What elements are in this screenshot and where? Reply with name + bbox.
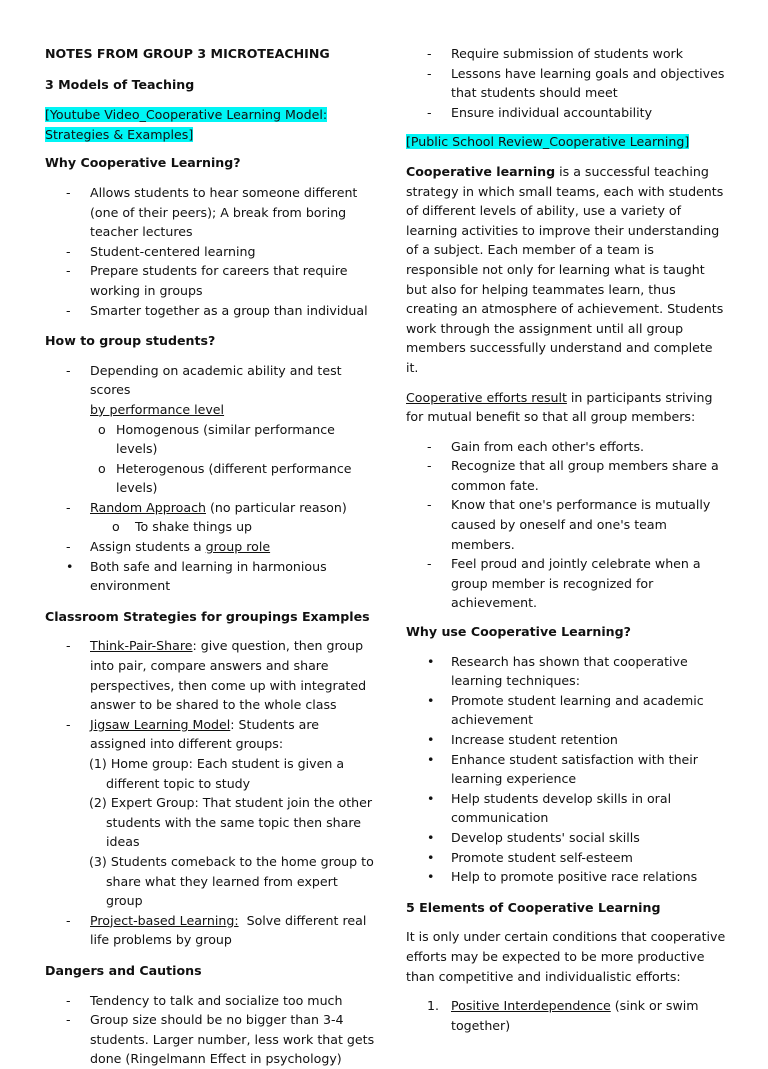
dangers-list (45, 991, 377, 1069)
group-list (45, 361, 377, 596)
list-item: - Allows students to hear someone different (one of their peers); A break from boring teacher lectures (66, 184, 358, 240)
strategies-list (45, 636, 377, 950)
dash-marker: - (66, 912, 71, 928)
element-item: 1. Positive Interdependence (sink or swim together) (427, 998, 699, 1033)
bullet-marker: • (427, 692, 435, 708)
jigsaw-link[interactable]: Jigsaw Learning Model (90, 716, 231, 732)
efforts-paragraph: Cooperative efforts result in participants striving for mutual benefit so that all group members: (406, 389, 713, 425)
sub-list-item: o To shake things up (45, 517, 377, 537)
list-item: - Student-centered learning (45, 242, 377, 262)
list-item: • Help students develop skills in oral communication (427, 790, 672, 826)
right-column (406, 44, 726, 1035)
list-item: - Random Approach (no particular reason) (45, 498, 377, 518)
review-reference[interactable] (406, 132, 726, 152)
list-item: - Smarter together as a group than individual (45, 301, 377, 321)
dash-marker: - (427, 458, 432, 474)
bullet-marker: • (66, 558, 74, 574)
list-item: - Feel proud and jointly celebrate when a group member is recognized for achievement. (427, 556, 701, 611)
why-use-list (406, 652, 726, 887)
list-item: • Develop students' social skills (406, 828, 726, 848)
list-item: • Enhance student satisfaction with their learning experience (427, 751, 698, 787)
performance-level-link[interactable]: by performance level (90, 401, 225, 417)
list-item: - Assign students a group role (45, 537, 377, 557)
think-pair-share-link[interactable]: Think-Pair-Share (90, 638, 193, 654)
dash-marker: - (66, 499, 71, 515)
why-list (45, 183, 377, 320)
dash-marker: - (66, 184, 71, 200)
why-use-heading: Why use Cooperative Learning? (406, 624, 631, 640)
list-item: - Gain from each other's efforts. (406, 437, 726, 457)
positive-interdependence-link[interactable]: Positive Interdependence (451, 998, 611, 1014)
list-item: - Prepare students for careers that require working in groups (66, 263, 348, 298)
dash-marker: - (427, 556, 432, 572)
list-item: - Think-Pair-Share: give question, then group into pair, compare answers and share perspectives, then come up with integrated answer to be shared to the whole class (66, 638, 367, 713)
bullet-marker: • (427, 732, 435, 747)
circle-marker: o (98, 460, 106, 476)
five-elements-heading: 5 Elements of Cooperative Learning (406, 899, 661, 915)
list-item: - Require submission of students work (406, 44, 726, 64)
dash-marker: - (427, 46, 432, 61)
group-heading: How to group students? (45, 333, 216, 349)
page-title: NOTES FROM GROUP 3 MICROTEACHING (45, 46, 330, 61)
dash-marker: - (66, 992, 71, 1008)
random-approach-link[interactable]: Random Approach (90, 499, 206, 515)
list-item: - Ensure individual accountability (406, 103, 726, 123)
dash-marker: - (427, 65, 432, 81)
bullet-marker: • (427, 790, 435, 806)
cooperative-efforts-link[interactable]: Cooperative efforts result (406, 389, 567, 405)
dash-marker: - (66, 302, 71, 318)
list-item: - Jigsaw Learning Model: Students are assigned into different groups: (66, 716, 320, 752)
list-item: - Recognize that all group members share a common fate. (427, 458, 719, 493)
list-item: - Lessons have learning goals and objectives that students should meet (427, 65, 725, 101)
dash-marker: - (66, 716, 71, 732)
dash-marker: - (427, 104, 432, 120)
cooperative-paragraph: Cooperative learning is a successful teaching strategy in which small teams, each with students of different levels of ability, use a variety of learning activities to improve their understanding of a subject. Each member of a team is responsible not only for learning what is taught but also for helping teammates learn, thus creating an atmosphere of achievement. Students work through the assignment until all group members successfully understand and complete it. (406, 163, 724, 375)
bullet-marker: • (427, 869, 435, 885)
list-item: • Help to promote positive race relations (406, 867, 726, 887)
why-heading: Why Cooperative Learning? (45, 155, 241, 171)
list-item: • Promote student learning and academic achievement (427, 692, 704, 728)
bullet-marker: • (427, 653, 435, 669)
list-item: - Depending on academic ability and test scores by performance level (66, 362, 342, 417)
sub-list-item: o Heterogenous (different performance levels) (98, 460, 352, 496)
list-item: • Increase student retention (406, 730, 726, 750)
jigsaw-step: (1) Home group: Each student is given a different topic to study (89, 756, 345, 791)
strategies-heading: Classroom Strategies for groupings Examples (45, 608, 370, 624)
five-elements-paragraph: It is only under certain conditions that cooperative efforts may be expected to be more productive than competitive and individualistic efforts: (406, 929, 726, 984)
dash-marker: - (66, 243, 71, 259)
circle-marker: o (98, 421, 106, 437)
video-reference[interactable] (45, 105, 377, 144)
dash-marker: - (66, 362, 71, 378)
benefits-list (406, 437, 726, 613)
circle-marker: o (112, 519, 120, 535)
list-item: - Know that one's performance is mutually caused by oneself and one's team members. (427, 497, 711, 552)
list-item: - Group size should be no bigger than 3-4 students. Larger number, less work that gets done (Ringelmann Effect in psychology) (66, 1012, 375, 1067)
requirements-list (406, 44, 726, 122)
list-item: • Both safe and learning in harmonious environment (66, 558, 327, 594)
bullet-marker: • (427, 829, 435, 845)
bullet-marker: • (427, 849, 435, 865)
list-item: - Project-based Learning: Solve different real life problems by group (66, 912, 371, 948)
dash-marker: - (66, 539, 71, 555)
dangers-heading: Dangers and Cautions (45, 962, 202, 978)
group-role-link[interactable]: group role (205, 539, 271, 555)
list-item: - Tendency to talk and socialize too much (45, 991, 377, 1011)
list-item: • Research has shown that cooperative learning techniques: (427, 653, 688, 689)
number-marker: 1. (427, 998, 440, 1014)
dash-marker: - (427, 497, 432, 513)
video-reference-text[interactable]: [Youtube Video_Cooperative Learning Model: Strategies & Examples] (45, 107, 328, 142)
dash-marker: - (66, 263, 71, 279)
sub-list-item: o Homogenous (similar performance levels) (98, 421, 335, 457)
list-item: • Promote student self-esteem (406, 848, 726, 868)
jigsaw-step: (3) Students comeback to the home group to share what they learned from expert group (89, 853, 374, 909)
dash-marker: - (427, 438, 432, 454)
bullet-marker: • (427, 751, 435, 767)
project-based-link[interactable]: Project-based Learning: (90, 912, 239, 928)
review-reference-text[interactable]: [Public School Review_Cooperative Learning] (406, 134, 690, 150)
left-column (45, 44, 377, 1069)
jigsaw-step: (2) Expert Group: That student join the other students with the same topic then share ideas (89, 795, 373, 850)
models-heading: 3 Models of Teaching (45, 76, 195, 92)
dash-marker: - (66, 638, 71, 654)
dash-marker: - (66, 1012, 71, 1028)
